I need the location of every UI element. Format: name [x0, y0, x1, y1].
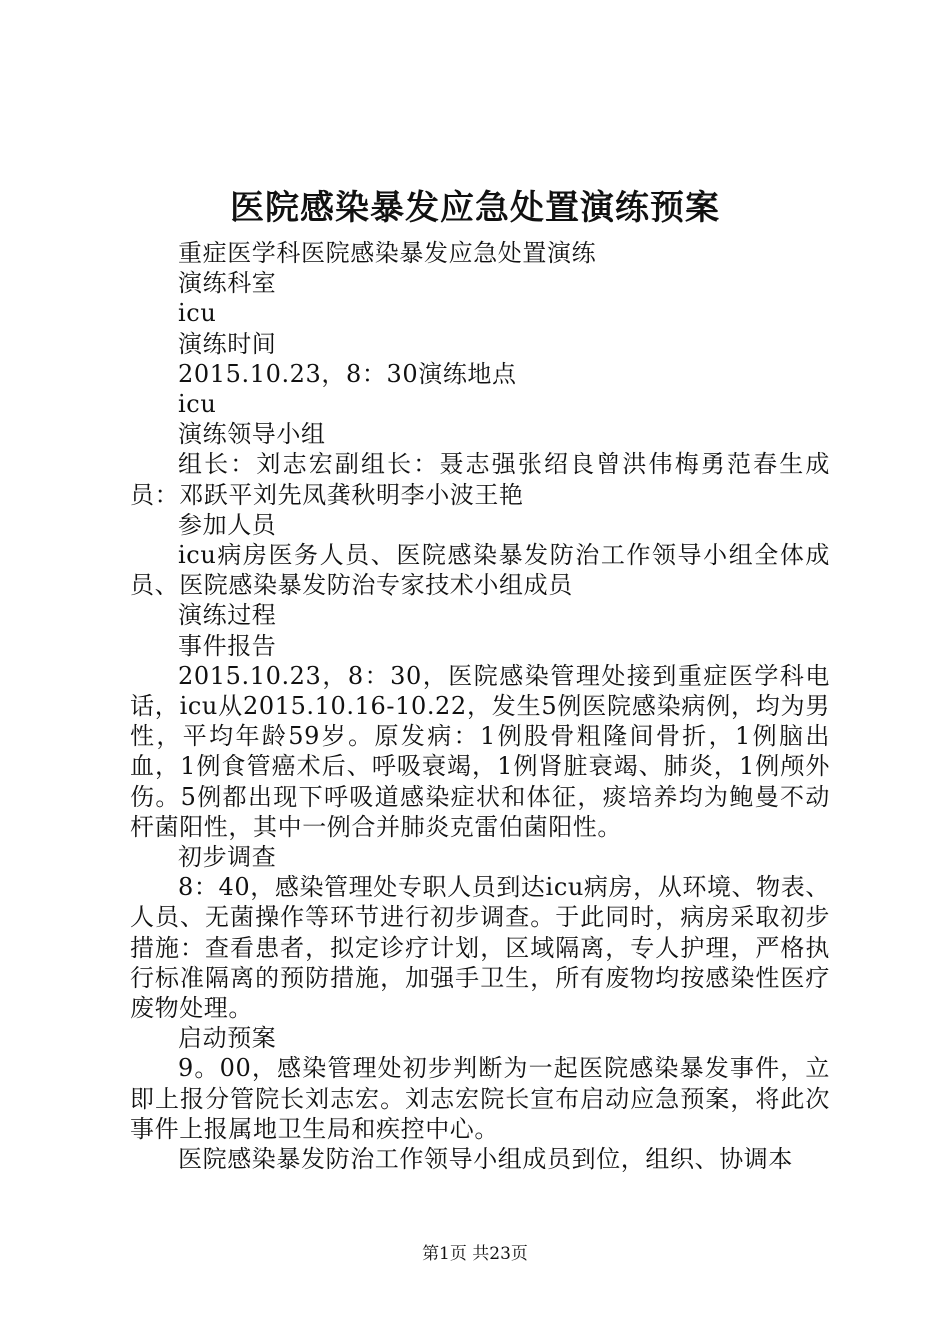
document-body [130, 238, 830, 1174]
paragraph: 重症医学科医院感染暴发应急处置演练 [178, 239, 597, 267]
paragraph: icu病房医务人员、医院感染暴发防治工作领导小组全体成员、医院感染暴发防治专家技术小组成员 [130, 541, 830, 600]
paragraph: 演练领导小组 [178, 420, 326, 449]
paragraph: 演练过程 [178, 601, 277, 630]
paragraph: icu [178, 390, 217, 419]
paragraph: 2015.10.23，8：30，医院感染管理处接到重症医学科电话，icu从2015.10.16-10.22，发生5例医院感染病例，均为男性，平均年龄59岁。原发病：1例股骨粗隆间骨折，1例脑出血，1例食管癌术后、呼吸衰竭，1例肾脏衰竭、肺炎，1例颅外伤。5例都出现下呼吸道感染症状和体征，痰培养均为鲍曼不动杆菌阳性，其中一例合并肺炎克雷伯菌阳性。 [130, 661, 830, 841]
paragraph: 启动预案 [178, 1024, 277, 1053]
paragraph: 演练时间 [178, 329, 277, 358]
paragraph: 2015.10.23，8：30演练地点 [178, 359, 517, 388]
paragraph: icu [178, 299, 217, 328]
paragraph: 组长：刘志宏副组长：聂志强张绍良曾洪伟梅勇范春生成员：邓跃平刘先凤龚秋明李小波王艳 [130, 450, 830, 509]
paragraph: 9。00，感染管理处初步判断为一起医院感染暴发事件，立即上报分管院长刘志宏。刘志宏院长宣布启动应急预案，将此次事件上报属地卫生局和疾控中心。 [130, 1054, 830, 1143]
paragraph: 医院感染暴发防治工作领导小组成员到位，组织、协调本 [178, 1145, 793, 1174]
page-number: 第1页 共23页 [422, 1244, 528, 1264]
paragraph: 演练科室 [178, 269, 277, 298]
document-title: 医院感染暴发应急处置演练预案 [230, 188, 720, 228]
paragraph: 8：40，感染管理处专职人员到达icu病房，从环境、物表、人员、无菌操作等环节进行初步调查。于此同时，病房采取初步措施：查看患者，拟定诊疗计划，区域隔离，专人护理，严格执行标准隔离的预防措施，加强手卫生，所有废物均按感染性医疗废物处理。 [130, 873, 830, 1023]
paragraph: 参加人员 [178, 510, 277, 539]
paragraph: 初步调查 [178, 843, 277, 872]
paragraph: 事件报告 [178, 631, 277, 660]
